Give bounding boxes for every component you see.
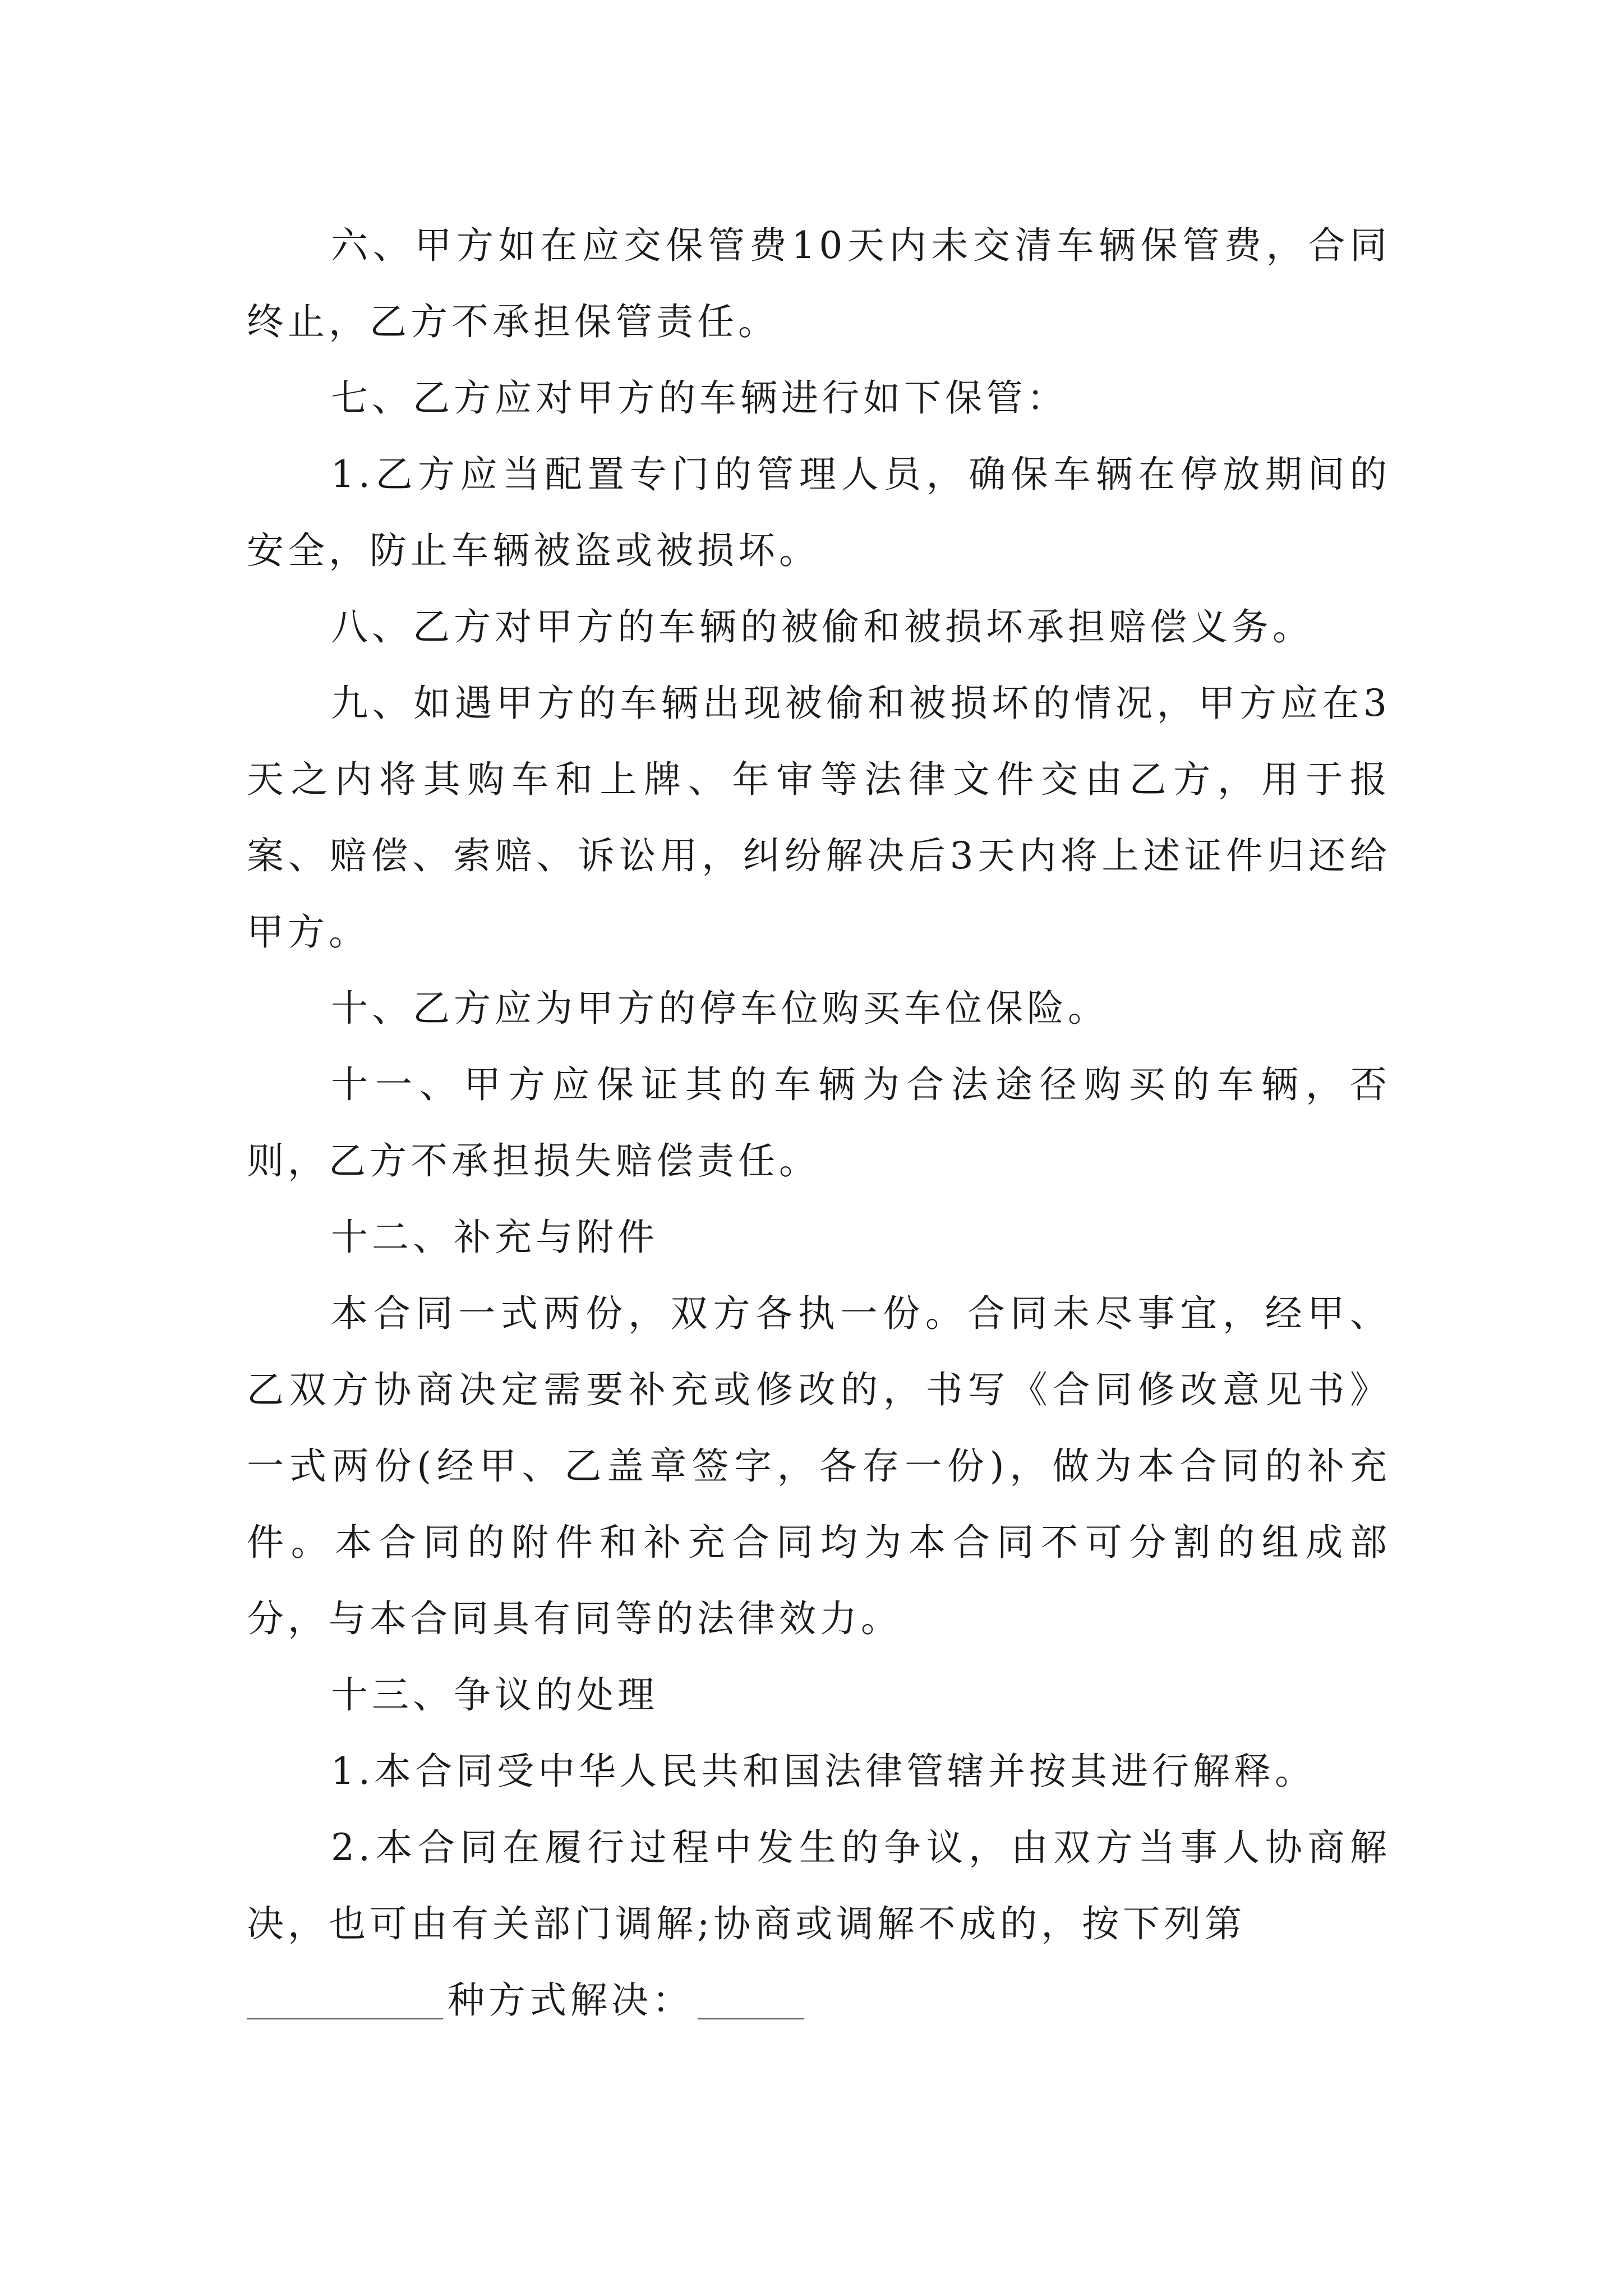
method-detail-blank[interactable] [698, 1978, 804, 2019]
clause-7-item-1: 1.乙方应当配置专门的管理人员，确保车辆在停放期间的安全，防止车辆被盗或被损坏。 [247, 453, 1391, 572]
clause-9: 九、如遇甲方的车辆出现被偷和被损坏的情况，甲方应在3天之内将其购车和上牌、年审等法律文件交由乙方，用于报案、赔偿、索赔、诉讼用，纠纷解决后3天内将上述证件归还给甲方。 [247, 682, 1391, 954]
clause-13-item-2: 2.本合同在履行过程中发生的争议，由双方当事人协商解决，也可由有关部门调解;协商或调解不成的，按下列第 [247, 1826, 1391, 1945]
contract-body [247, 208, 1391, 2039]
dispute-method-line [247, 1962, 1391, 2039]
clause-8: 八、乙方对甲方的车辆的被偷和被损坏承担赔偿义务。 [331, 605, 1313, 648]
clause-13-item-1: 1.本合同受中华人民共和国法律管辖并按其进行解释。 [331, 1750, 1316, 1793]
clause-12-heading: 十二、补充与附件 [331, 1216, 658, 1259]
method-text: 种方式解决： [448, 1978, 693, 2022]
method-number-blank[interactable] [247, 1978, 443, 2019]
clause-7: 七、乙方应对甲方的车辆进行如下保管： [331, 376, 1068, 420]
clause-13-heading: 十三、争议的处理 [331, 1673, 658, 1717]
clause-12-body: 本合同一式两份，双方各执一份。合同未尽事宜，经甲、乙双方协商决定需要补充或修改的，书写《合同修改意见书》一式两份(经甲、乙盖章签字，各存一份)，做为本合同的补充件。本合同的附件和补充合同均为本合同不可分割的组成部分，与本合同具有同等的法律效力。 [247, 1292, 1391, 1640]
clause-10: 十、乙方应为甲方的停车位购买车位保险。 [331, 987, 1109, 1030]
clause-11: 十一、甲方应保证其的车辆为合法途径购买的车辆，否则，乙方不承担损失赔偿责任。 [247, 1063, 1391, 1182]
clause-6: 六、甲方如在应交保管费10天内未交清车辆保管费，合同终止，乙方不承担保管责任。 [247, 224, 1391, 343]
